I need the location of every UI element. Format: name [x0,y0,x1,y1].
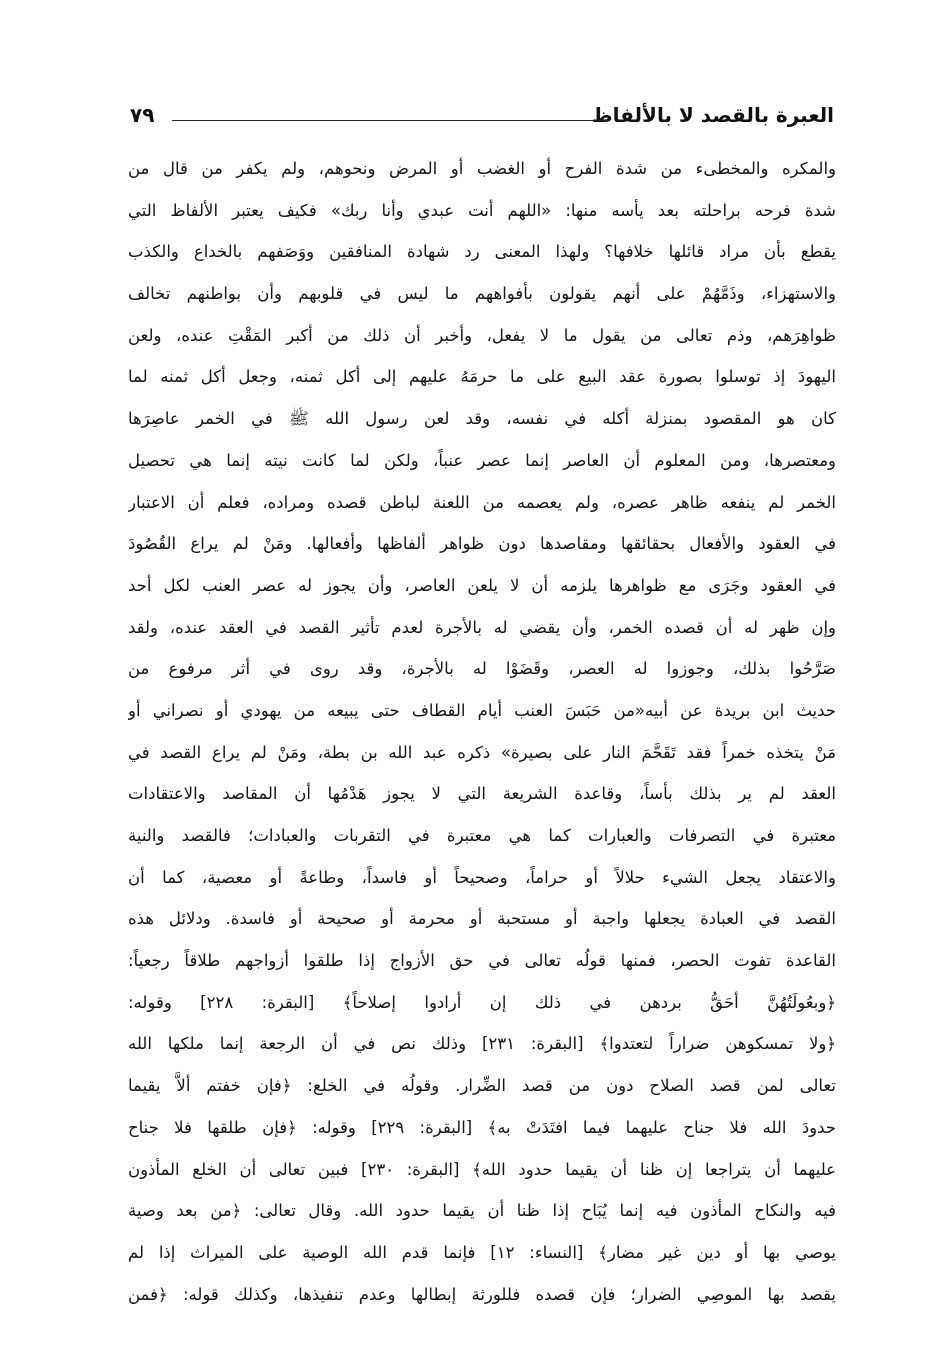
body-text [128,148,836,1315]
text-line: ومعتصرها، ومن المعلوم أن العاصر إنما عصر عنباً، ولكن لما كانت نيته إنما هي تحصيل [128,450,836,470]
text-line: في العقود والأفعال بحقائقها ومقاصدها دون ظواهر ألفاظها وأفعالها. ومَنْ لم يراع القُصُودَ [128,534,836,554]
text-line: يقصد بها الموصِي الضرار؛ فإن قصده فللورثة إبطالها وعدم تنفيذها، وكذلك قوله: ﴿فمن [128,1284,836,1304]
text-line: وإن ظهر له أن قصده الخمر، وأن يقضي له بالأجرة لعدم تأثير القصد في العقد عنده، ولقد [128,617,836,637]
text-line: حدودَ الله فلا جناح عليهما فيما افتَدَتْ به﴾ [البقرة: ٢٢٩] وقوله: ﴿فإن طلقها فلا جناح [128,1117,836,1137]
text-line: العقد لم ير بذلك بأساً، وقاعدة الشريعة التي لا يجوز هَدْمُها أن المقاصد والاعتقادات [128,784,836,804]
text-line: شدة فرحه براحلته بعد يأسه منها: «اللهم أنت عبدي وأنا ربك» فكيف يعتبر الألفاظ التي [128,200,836,220]
text-line: عليهما أن يتراجعا إن ظنا أن يقيما حدود الله﴾ [البقرة: ٢٣٠] فبين تعالى أن الخلع المأذون [128,1159,836,1179]
text-line: في العقود وجَرَى مع ظواهرها يلزمه أن لا يلعن العاصر، وأن يجوز له عصر العنب لكل أحد [128,575,836,595]
text-line: مَنْ يتخذه خمراً فقد تَقَحَّمَ النار على بصيرة» ذكره عبد الله بن بطة، ومَنْ لم يراع القصد في [128,742,836,762]
page-header [130,96,834,140]
text-line: صَرَّحُوا بذلك، وجوزوا له العصر، وقَضَوْا له بالأجرة، وقد روى في أثر مرفوع من [128,659,836,679]
text-line: ظواهِرَهم، وذم تعالى من يقول ما لا يفعل، وأخبر أن ذلك من أكبر المَقْتِ عنده، ولعن [128,325,836,345]
text-line: القصد في العبادة يجعلها واجبة أو مستحبة أو محرمة أو صحيحة أو فاسدة. ودلائل هذه [128,909,836,929]
text-line: ﴿ولا تمسكوهن ضراراً لتعتدوا﴾ [البقرة: ٢٣١] وذلك نص في أن الرجعة إنما ملكها الله [128,1034,836,1054]
running-title: العبرة بالقصد لا بالألفاظ [591,103,834,127]
text-line: حديث ابن بريدة عن أبيه«من حَبَسَ العنب أيام القطاف حتى يبيعه من يهودي أو نصراني أو [128,700,836,720]
text-line: ﴿وبعُولَتُهُنَّ أحَقُّ بردهن في ذلك إن أرادوا إصلاحاً﴾ [البقرة: ٢٢٨] وقوله: [128,992,836,1012]
page-number: ٧٩ [130,103,155,127]
text-line: كان هو المقصود بمنزلة أكله في نفسه، وقد لعن رسول الله ﷺ في الخمر عاصِرَها [128,409,836,429]
text-line: القاعدة تفوت الحصر، فمنها قولُه تعالى في حق الأزواج إذا طلقوا أزواجهم طلاقاً رجعياً: [128,951,836,971]
text-line: يوصي بها أو دين غير مضار﴾ [النساء: ١٢] فإنما قدم الله الوصية على الميراث إذا لم [128,1242,836,1262]
text-line: فيه والنكاح المأذون فيه إنما يُبَاح إذا ظنا أن يقيما حدود الله. وقال تعالى: ﴿من بعد وصية [128,1201,836,1221]
text-line: والاستهزاء، وذَمَّهُمْ على أنهم يقولون بأفواههم ما ليس في قلوبهم وأن بواطنهم تخالف [128,284,836,304]
text-line: تعالى لمن قصد الصلاح دون من قصد الضِّرار. وقولُه في الخلع: ﴿فإن خفتم ألاَّ يقيما [128,1076,836,1096]
text-line: معتبرة في التصرفات والعبارات كما هي معتبرة في التقربات والعبادات؛ فالقصد والنية [128,826,836,845]
text-line: والاعتقاد يجعل الشيء حلالاً أو حراماً، وصحيحاً أو فاسداً، وطاعةً أو معصية، كما أن [128,867,836,887]
text-line: اليهودَ إذ توسلوا بصورة عقد البيع على ما حرمَهُ عليهم إلى أكل ثمنه، وجعل أكل ثمنه لما [128,367,836,387]
text-line: والمكره والمخطىء من شدة الفرح أو الغضب أو المرض ونحوهم، ولم يكفر من قال من [128,159,836,178]
text-line: الخمر لم ينفعه ظاهر عصره، ولم يعصمه من اللعنة لباطن قصده ومراده، فعلم أن الاعتبار [128,492,836,512]
header-rule [172,120,610,121]
text-line: يقطع بأن مراد قائلها خلافها؟ ولهذا المعنى رد شهادة المنافقين ووَصَفهم بالخداع والكذب [128,242,836,262]
